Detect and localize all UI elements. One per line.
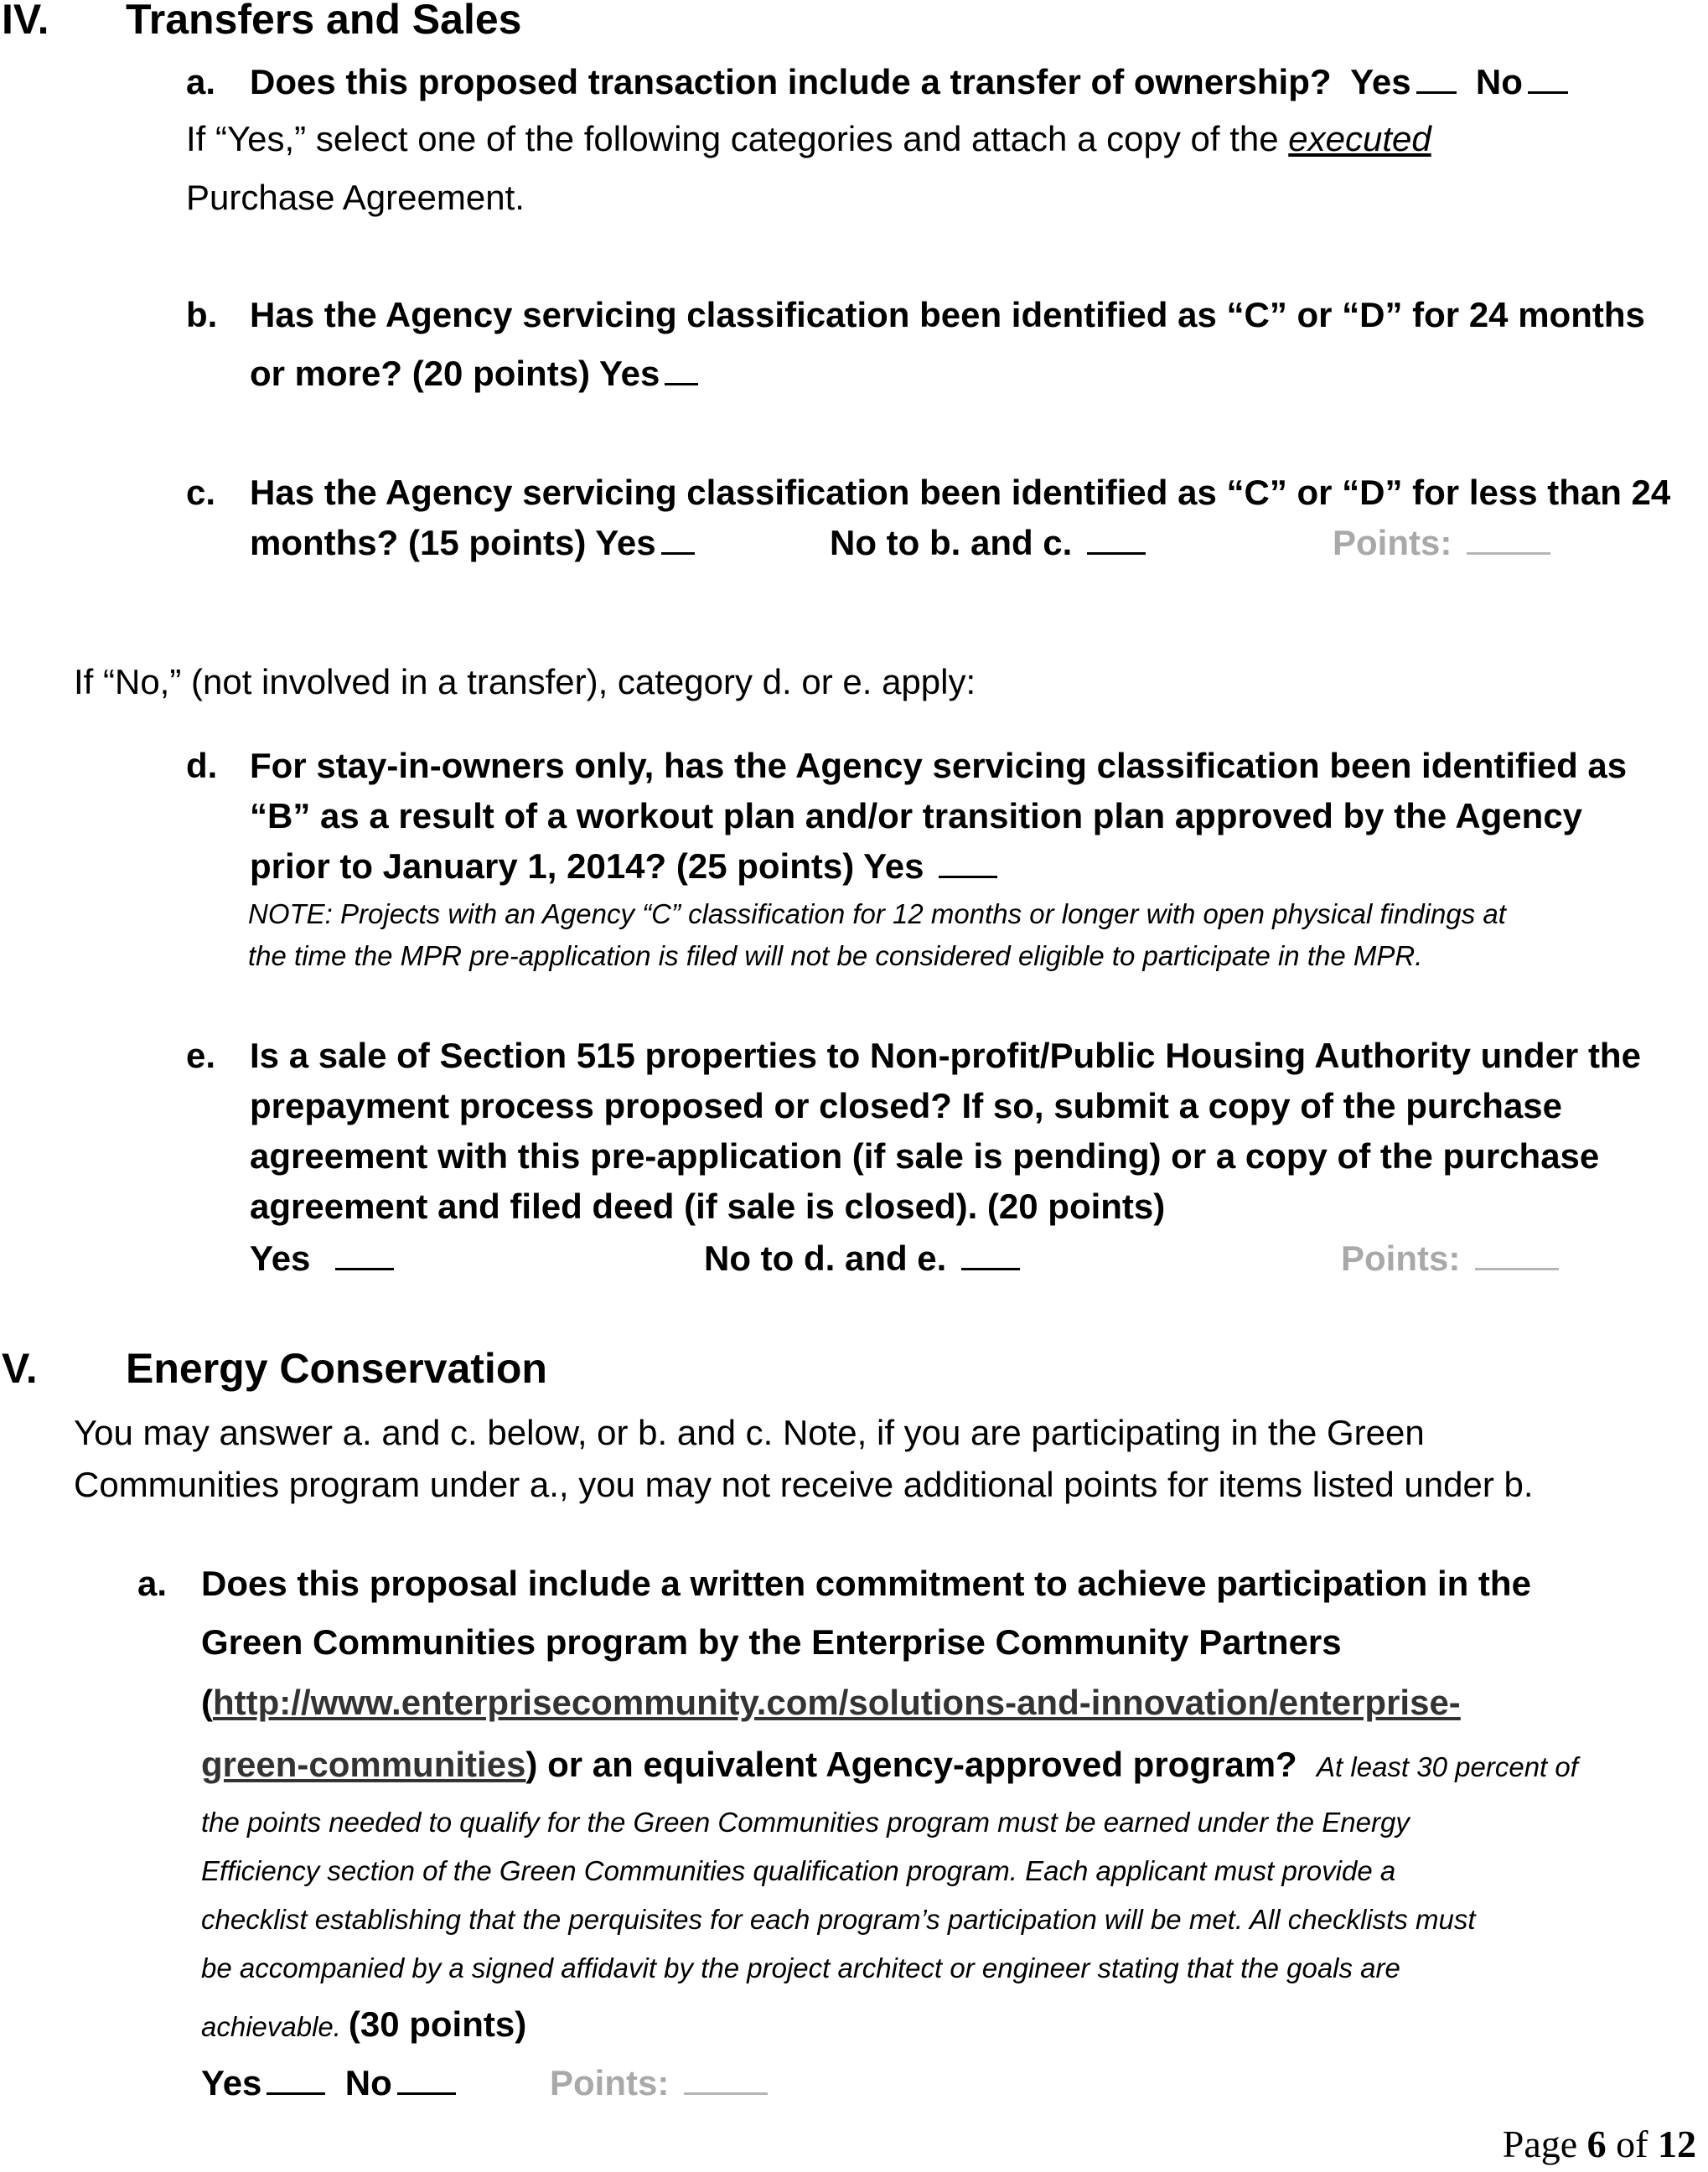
item-iv-b-line2	[250, 354, 698, 394]
item-v-a-points-label: Points:	[550, 2063, 670, 2102]
item-v-a-note-line1: the points needed to qualify for the Green Communities program must be earned under the Energy	[201, 1807, 1410, 1838]
item-iv-e-line4: agreement and filed deed (if sale is closed). (20 points)	[250, 1187, 1166, 1226]
item-v-a-note-line2: Efficiency section of the Green Communities qualification program. Each applicant must provide a	[201, 1855, 1396, 1886]
item-iv-a-yes-label: Yes	[1350, 62, 1411, 101]
page-number-footer	[1503, 2122, 1696, 2166]
item-iv-a-yes-blank[interactable]	[1416, 63, 1457, 94]
item-v-a-letter: a.	[137, 1564, 168, 1603]
item-v-a-no-label: No	[344, 2063, 392, 2102]
item-iv-c-line2-text: months? (15 points) Yes	[250, 523, 656, 562]
item-iv-c-yes-blank[interactable]	[661, 524, 695, 555]
item-iv-a-letter: a.	[186, 62, 216, 101]
item-iv-e-no-blank[interactable]	[961, 1239, 1020, 1270]
item-iv-d-letter: d.	[186, 746, 218, 785]
item-iv-c-no-group	[830, 523, 1146, 563]
item-v-a-note-line5	[201, 2004, 526, 2045]
item-v-a-points-group	[550, 2063, 768, 2103]
item-v-a-note-start: At least 30 percent of	[1317, 1751, 1578, 1782]
green-communities-link-part1[interactable]: http://www.enterprisecommunity.com/solutions-and-innovation/enterprise-	[213, 1683, 1461, 1722]
section-v-intro-line1: You may answer a. and c. below, or b. and c. Note, if you are participating in the Green	[74, 1413, 1425, 1452]
section-v-numeral: V.	[2, 1345, 38, 1392]
item-iv-a-instructions-line2: Purchase Agreement.	[186, 178, 525, 217]
item-iv-e-points-label: Points:	[1341, 1239, 1461, 1278]
item-v-a-points-blank[interactable]	[684, 2064, 768, 2095]
item-iv-b-line2-text: or more? (20 points) Yes	[250, 354, 660, 393]
item-iv-e-line1: Is a sale of Section 515 properties to Non-profit/Public Housing Authority under the	[250, 1036, 1641, 1075]
item-v-a-line1: Does this proposal include a written commitment to achieve participation in the	[201, 1564, 1531, 1603]
item-v-a-yes-blank[interactable]	[267, 2064, 325, 2095]
item-v-a-url-line2	[201, 1745, 1578, 1785]
item-v-a-line4-rest: ) or an equivalent Agency-approved program?	[525, 1745, 1297, 1784]
item-iv-c-letter: c.	[186, 473, 216, 512]
item-iv-c-no-label: No to b. and c.	[830, 523, 1073, 562]
item-iv-e-points-blank[interactable]	[1475, 1239, 1559, 1270]
section-v-title: Energy Conservation	[126, 1345, 547, 1392]
item-iv-e-line2: prepayment process proposed or closed? If so, submit a copy of the purchase	[250, 1086, 1563, 1125]
item-iv-c-points-label: Points:	[1333, 523, 1452, 562]
section-v-intro-line2: Communities program under a., you may not receive additional points for items listed under b.	[74, 1465, 1534, 1504]
section-iv-numeral: IV.	[2, 0, 49, 43]
item-iv-a-instr-executed: executed	[1288, 119, 1431, 158]
item-iv-c-points-group	[1333, 523, 1550, 563]
item-v-a-yes-label: Yes	[201, 2063, 262, 2102]
item-v-a-url-line1	[201, 1683, 1461, 1723]
item-iv-e-letter: e.	[186, 1036, 216, 1075]
item-iv-d-note-line1: NOTE: Projects with an Agency “C” classification for 12 months or longer with open physical findings at	[248, 898, 1506, 929]
footer-total-pages: 12	[1658, 2123, 1696, 2165]
item-iv-a-instr-pre: If “Yes,” select one of the following categories and attach a copy of the	[186, 119, 1289, 158]
item-iv-e-yes-blank[interactable]	[335, 1239, 394, 1270]
item-v-a-yes-no-group	[201, 2063, 456, 2103]
if-no-instruction: If “No,” (not involved in a transfer), category d. or e. apply:	[74, 662, 976, 701]
item-v-a-note-achievable: achievable.	[201, 2011, 341, 2042]
item-iv-e-no-label: No to d. and e.	[704, 1239, 947, 1278]
item-v-a-note-line3: checklist establishing that the perquisites for each program’s participation will be met. All checklists must	[201, 1904, 1476, 1935]
item-v-a-line2: Green Communities program by the Enterprise Community Partners	[201, 1622, 1342, 1662]
item-iv-e-no-group	[704, 1239, 1020, 1279]
item-iv-b-line1: Has the Agency servicing classification been identified as “C” or “D” for 24 months	[250, 295, 1645, 334]
item-iv-e-line3: agreement with this pre-application (if sale is pending) or a copy of the purchase	[250, 1136, 1600, 1176]
item-iv-e-yes-group	[250, 1239, 394, 1279]
item-iv-a-instructions-line1	[186, 119, 1431, 159]
item-iv-a-no-blank[interactable]	[1528, 63, 1568, 94]
green-communities-link-part2[interactable]: green-communities	[201, 1745, 526, 1784]
item-v-a-paren-open: (	[201, 1683, 213, 1722]
footer-page-word: Page	[1502, 2123, 1578, 2165]
item-iv-c-no-blank[interactable]	[1087, 524, 1146, 555]
item-iv-e-yes-label: Yes	[250, 1239, 311, 1278]
item-iv-d-line3	[250, 846, 997, 887]
item-iv-b-yes-blank[interactable]	[665, 354, 698, 385]
item-v-a-note-line4: be accompanied by a signed affidavit by the project architect or engineer stating that the goals are	[201, 1952, 1400, 1983]
footer-page-num: 6	[1586, 2123, 1607, 2165]
item-iv-a-no-label: No	[1475, 62, 1523, 101]
item-iv-c-line1: Has the Agency servicing classification been identified as “C” or “D” for less than 24	[250, 473, 1671, 512]
item-iv-d-note-line2: the time the MPR pre-application is filed will not be considered eligible to participate in the MPR.	[248, 940, 1423, 971]
item-iv-c-points-blank[interactable]	[1467, 524, 1550, 555]
item-v-a-points-text: (30 points)	[348, 2004, 527, 2044]
item-iv-a-question-text: Does this proposed transaction include a transfer of ownership?	[250, 62, 1332, 101]
item-iv-d-yes-blank[interactable]	[939, 847, 997, 878]
item-iv-b-letter: b.	[186, 295, 218, 334]
item-iv-a-question	[250, 62, 1568, 102]
item-iv-e-points-group	[1341, 1239, 1559, 1279]
item-v-a-no-blank[interactable]	[397, 2064, 456, 2095]
footer-of-word: of	[1616, 2123, 1648, 2165]
section-iv-title: Transfers and Sales	[126, 0, 522, 43]
item-iv-d-line3-text: prior to January 1, 2014? (25 points) Yes	[250, 846, 924, 886]
item-iv-d-line1: For stay-in-owners only, has the Agency servicing classification been identified as	[250, 746, 1628, 785]
item-iv-d-line2: “B” as a result of a workout plan and/or transition plan approved by the Agency	[250, 796, 1583, 835]
item-iv-c-line2-a	[250, 523, 695, 563]
